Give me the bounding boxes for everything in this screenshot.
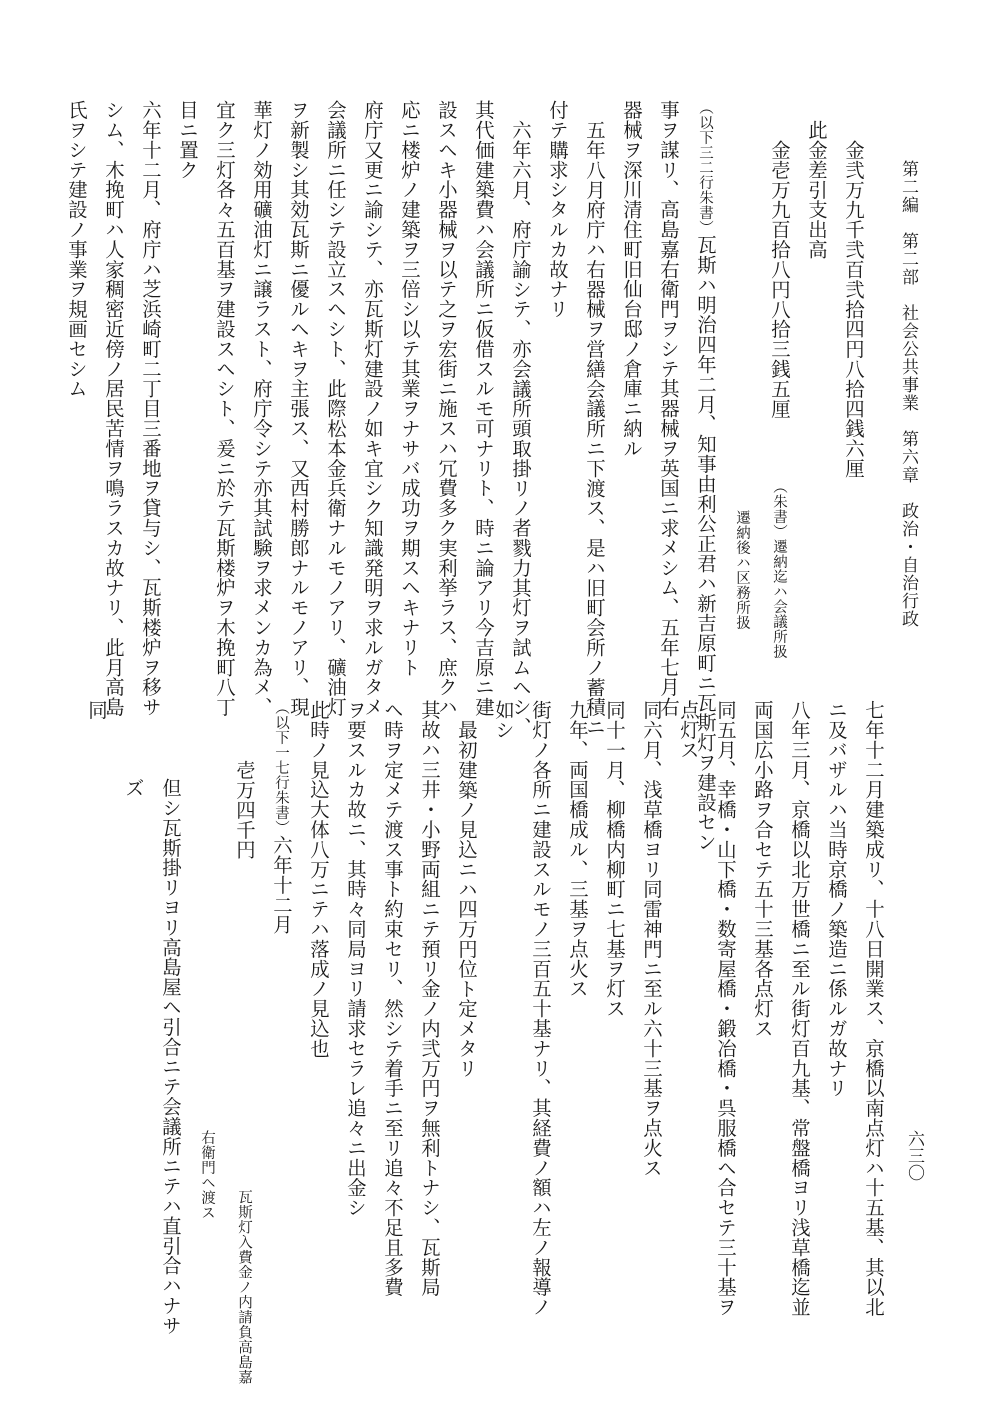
text-column: ヲ新製シ其効瓦斯ニ優ルヘキヲ主張ス、又西村勝郎ナルモノアリ、現 bbox=[287, 100, 310, 717]
text-column: ニ及バザルハ当時京橋ノ築造ニ係ルガ故ナリ bbox=[825, 700, 848, 1098]
text-column: 如シ bbox=[492, 700, 515, 740]
text-column: 華灯ノ効用礦油灯ニ譲ラスト、府庁令シテ亦其試験ヲ求メンカ為メ、 bbox=[250, 100, 273, 717]
page-number-text: 六三〇 bbox=[904, 1130, 924, 1181]
text-column: 付テ購求シタルカ故ナリ bbox=[546, 100, 569, 319]
note-line: 右衛門ヘ渡ス bbox=[199, 1130, 215, 1220]
text-column: 会議所ニ任シテ設立スヘシト、此際松本金兵衛ナルモノアリ、礦油灯 bbox=[324, 100, 347, 717]
bottom-text-block bbox=[62, 700, 892, 1400]
text-column: ズ bbox=[122, 778, 145, 798]
column-text: 瓦斯ハ明治四年二月、知事由利公正君ハ新吉原町ニ瓦斯灯ヲ建設セン bbox=[694, 235, 717, 852]
text-column: 九年、両国橋成ル、三基ヲ点火ス bbox=[566, 700, 589, 999]
text-column: 事ヲ謀リ、高島嘉右衛門ヲシテ其器械ヲ英国ニ求メシム、五年七月右 bbox=[657, 100, 680, 717]
header-text: 第二編 第二部 社会公共事業 第六章 政治・自治行政 bbox=[898, 160, 918, 628]
text-column: 最初建築ノ見込ニハ四万円位ト定メタリ bbox=[455, 720, 478, 1079]
text-column: 同 bbox=[85, 700, 108, 720]
column-text: 壱万四千円 bbox=[233, 760, 256, 860]
text-column: 同十一月、柳橋内柳町ニ七基ヲ灯ス bbox=[603, 700, 626, 1019]
text-column: 街灯ノ各所ニ建設スルモノ三百五十基ナリ、其経費ノ額ハ左ノ報導ノ bbox=[529, 700, 552, 1317]
text-column: ヲ要スルカ故ニ、其時々同局ヨリ請求セラレ追々ニ出金シ bbox=[344, 700, 367, 1218]
text-column: 但シ瓦斯掛リヨリ高島屋ヘ引合ニテ会議所ニテハ直引合ハナサ bbox=[159, 778, 182, 1336]
text-column: 同六月、浅草橋ヨリ同雷神門ニ至ル六十三基ヲ点火ス bbox=[640, 700, 663, 1178]
text-column bbox=[724, 100, 761, 660]
zhu-shu-label: （朱書） bbox=[771, 478, 787, 539]
note-line: 遷納後ハ区務所扱 bbox=[734, 510, 750, 630]
text-column: 同五月、幸橋・山下橋・数寄屋橋・鍛冶橋・呉服橋ヘ合セテ三十基ヲ bbox=[714, 700, 737, 1317]
note-line: 瓦斯灯入費金ノ内請負高島嘉 bbox=[236, 1189, 252, 1385]
text-column: 点灯ス bbox=[677, 700, 700, 760]
text-column: 府庁又更ニ諭シテ、亦瓦斯灯建設ノ如キ宜シク知識発明ヲ求ルガタメ bbox=[361, 100, 384, 717]
text-column: 其故ハ三井・小野両組ニテ預リ金ノ内弐万円ヲ無利トナシ、瓦斯局 bbox=[418, 700, 441, 1297]
text-column: 此時ノ見込大体八万ニテハ落成ノ見込也 bbox=[307, 700, 330, 1059]
running-header bbox=[890, 160, 926, 1400]
column-text: 六年十二月 bbox=[270, 835, 293, 935]
text-column: 設スヘキ小器械ヲ以テ之ヲ宏街ニ施スハ冗費多ク実利挙ラス、庶クハ bbox=[435, 100, 458, 717]
text-column: シム、木挽町ハ人家稠密近傍ノ居民苦情ヲ鳴ラスカ故ナリ、此月高島 bbox=[102, 100, 125, 717]
text-column: 六年十二月、府庁ハ芝浜崎町二丁目三番地ヲ貸与シ、瓦斯楼炉ヲ移サ bbox=[139, 100, 162, 717]
text-column: 器械ヲ深川清住町旧仙台邸ノ倉庫ニ納ル bbox=[620, 100, 643, 459]
text-column bbox=[189, 700, 226, 1400]
text-column bbox=[226, 700, 263, 1400]
text-column bbox=[263, 700, 300, 1400]
text-column: 宜ク三灯各々五百基ヲ建設スヘシト、爰ニ於テ瓦斯楼炉ヲ木挽町八丁 bbox=[213, 100, 236, 717]
text-column: 六年六月、府庁諭シテ、亦会議所頭取掛リノ者戮力其灯ヲ試ムヘシ、 bbox=[509, 120, 532, 737]
text-column: 氏ヲシテ建設ノ事業ヲ規画セシム bbox=[65, 100, 88, 399]
text-column: 其代価建築費ハ会議所ニ仮借スルモ可ナリト、時ニ論アリ今吉原ニ建 bbox=[472, 100, 495, 717]
column-text: 金壱万九百拾八円八拾三銭五厘 bbox=[768, 140, 791, 419]
page-number bbox=[896, 1130, 932, 1181]
text-column: 此金差引支出高 bbox=[805, 120, 828, 260]
red-ink-note: （以下三二行朱書） bbox=[697, 100, 713, 235]
text-column: 八年三月、京橋以北万世橋ニ至ル街灯百九基、常盤橋ヨリ浅草橋迄並 bbox=[788, 700, 811, 1317]
text-column bbox=[761, 100, 798, 660]
note-line: 遷納迄ハ会議所扱 bbox=[771, 538, 787, 659]
text-column: 金弐万九千弐百弐拾四円八拾四銭六厘 bbox=[842, 140, 865, 479]
text-column: 応ニ楼炉ノ建築ヲ三倍シ以テ其業ヲナサバ成功ヲ期スヘキナリト bbox=[398, 100, 421, 678]
margin-note bbox=[769, 479, 788, 659]
text-column: 七年十二月建築成リ、十八日開業ス、京橋以南点灯ハ十五基、其以北 bbox=[862, 700, 885, 1317]
text-column: 目ニ置ク bbox=[176, 100, 199, 180]
text-column: ヘ時ヲ定メテ渡ス事ト約束セリ、然シテ着手ニ至リ追々不足且多費 bbox=[381, 700, 404, 1297]
text-column: 五年八月府庁ハ右器械ヲ営繕会議所ニ下渡ス、是ハ旧町会所ノ蓄積ニ bbox=[583, 120, 606, 737]
red-ink-note: （以下一七行朱書） bbox=[273, 700, 289, 835]
text-column: 両国広小路ヲ合セテ五十三基各点灯ス bbox=[751, 700, 774, 1039]
